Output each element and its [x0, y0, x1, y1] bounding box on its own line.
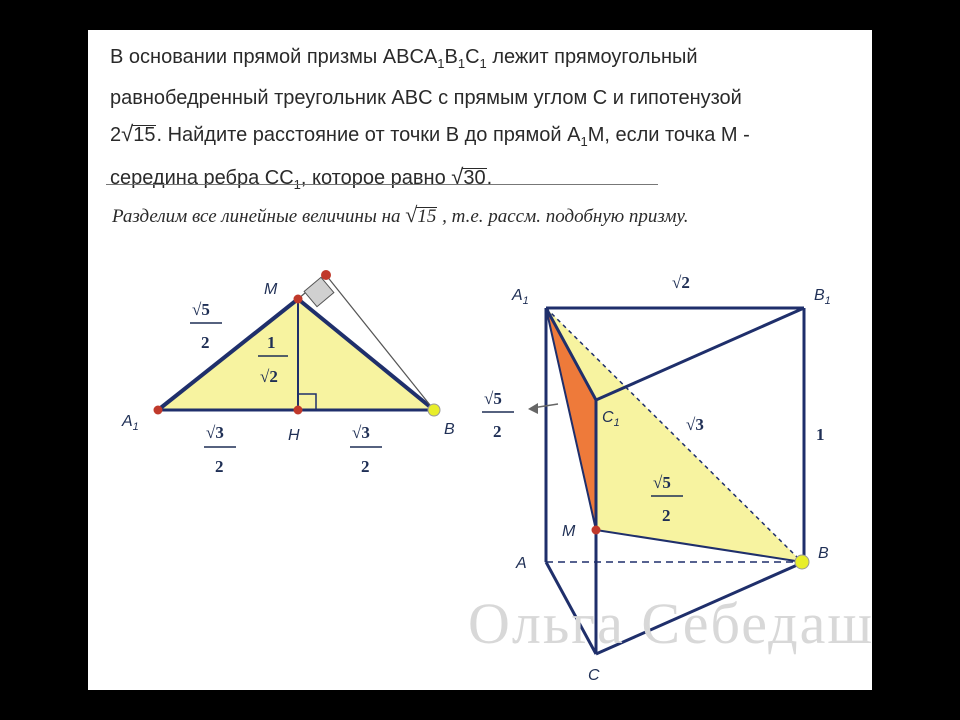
problem-line-4: середина ребра $CC_1$, которое равно √30. — [110, 164, 493, 192]
label-b: B — [444, 421, 455, 438]
frac-bottom-left — [204, 423, 236, 476]
label-b: B — [818, 545, 829, 562]
label-m: M — [264, 281, 278, 298]
svg-text:√2: √2 — [260, 367, 278, 386]
point-a1 — [154, 406, 163, 415]
label-c: C — [588, 667, 600, 684]
point-b — [795, 555, 809, 569]
label-m: M — [562, 523, 576, 540]
edge-c1-b1 — [596, 308, 804, 400]
label-a1: $A_1$ — [512, 287, 529, 307]
pointer-arrow-head — [528, 403, 538, 414]
problem-line-3: 2√15. Найдите расстояние от точки B до прямой $A_1M$, если точка M - — [110, 121, 750, 149]
svg-text:√5: √5 — [484, 389, 502, 408]
label-top-edge: √2 — [672, 273, 690, 292]
svg-text:√5: √5 — [653, 473, 671, 492]
svg-text:2: 2 — [201, 333, 210, 352]
frac-side — [482, 389, 514, 441]
problem-line-2: равнобедренный треугольник ABC с прямым углом C и гипотенузой — [110, 87, 742, 109]
svg-text:√5: √5 — [192, 300, 210, 319]
svg-text:2: 2 — [662, 506, 671, 525]
label-a: A — [516, 555, 527, 572]
slide — [88, 30, 875, 690]
svg-text:2: 2 — [215, 457, 224, 476]
svg-text:1: 1 — [267, 333, 276, 352]
svg-text:√3: √3 — [206, 423, 224, 442]
point-m — [294, 295, 303, 304]
problem-line-1: В основании прямой призмы $ABCA_1B_1C_1$ лежит прямоугольный — [110, 46, 698, 71]
label-h: H — [288, 427, 300, 444]
frac-bottom-right — [350, 423, 382, 476]
svg-text:√3: √3 — [352, 423, 370, 442]
triangle-diagram — [121, 270, 455, 476]
right-angle-mark-2 — [304, 277, 334, 306]
label-diag: √3 — [686, 415, 704, 434]
point-m — [592, 526, 601, 535]
label-b1: $B_1$ — [814, 287, 831, 307]
label-edge-right: 1 — [816, 425, 825, 444]
solution-note: Разделим все линейные величины на √15 , т.е. рассм. подобную призму. — [112, 202, 689, 227]
watermark: Ольга Себедаш — [468, 591, 875, 656]
svg-text:2: 2 — [361, 457, 370, 476]
svg-text:2: 2 — [493, 422, 502, 441]
point-h — [294, 406, 303, 415]
label-a1: $A_1$ — [122, 413, 139, 433]
point-b — [428, 404, 440, 416]
foot-point — [321, 270, 331, 280]
label-c1: $C_1$ — [602, 409, 620, 429]
frac-left — [190, 300, 222, 352]
